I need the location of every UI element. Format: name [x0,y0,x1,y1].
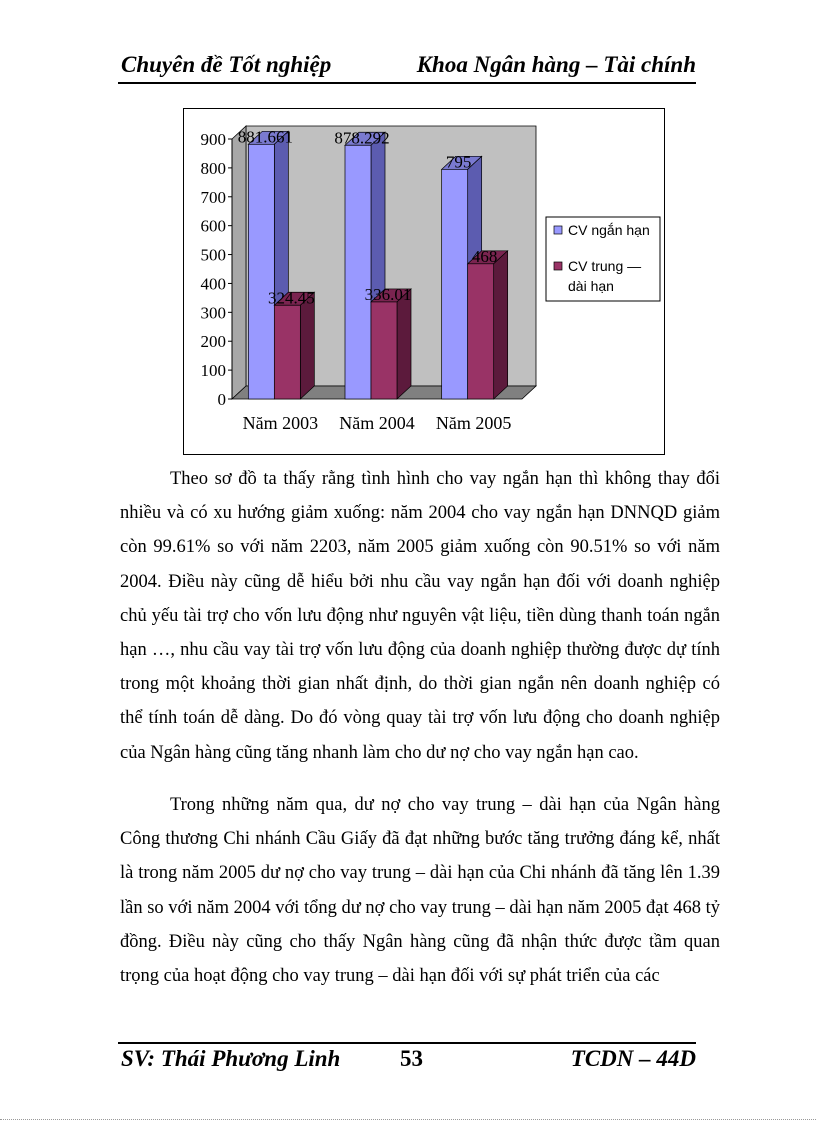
x-tick-label: Năm 2004 [339,413,415,433]
data-label: 336.01 [364,284,412,304]
y-tick-label: 900 [200,130,226,149]
y-tick-label: 400 [200,274,226,294]
paragraph-text: Trong những năm qua, dư nợ cho vay trung – dài hạn của Ngân hàng Công thương Chi nhánh Cầu Giấy đã đạt những bước tăng trưởng đáng kể, nhất là trong năm 2005 dư nợ cho vay trung – dài hạn của Chi nhánh đã tăng lên 1.39 lần so với năm 2004 với tổng dư nợ cho vay trung – dài hạn năm 2005 đạt 468 tỷ đồng. Điều này cũng cho thấy Ngân hàng cũng đã nhận thức được tầm quan trọng của hoạt động cho vay trung – dài hạn đối với sự phát triển của các [120,795,720,987]
footer-class-code: TCDN – 44D [570,1046,696,1071]
legend-label: CV ngắn hạn [568,222,650,238]
bar [468,264,494,399]
footer-rule [118,1042,696,1044]
page-header [118,50,696,84]
data-label: 878.292 [334,128,390,148]
bar-side [494,251,508,399]
loan-bar-chart [184,109,664,454]
paragraph-text: Theo sơ đồ ta thấy rằng tình hình cho vay ngắn hạn thì không thay đổi nhiều và có xu hướng giảm xuống: năm 2004 cho vay ngắn hạn DNNQD giảm còn 99.61% so với năm 2203, năm 2005 giảm xuống còn 90.51% so với năm 2004. Điều này cũng dễ hiểu bởi nhu cầu vay ngắn hạn đối với doanh nghiệp chủ yếu tài trợ cho vốn lưu động như nguyên vật liệu, tiền dùng thanh toán ngắn hạn …, nhu cầu vay tài trợ vốn lưu động của doanh nghiệp thường được dự tính trong một khoảng thời gian nhất định, do thời gian ngắn nên doanh nghiệp có thể tính toán dễ dàng. Do đó vòng quay tài trợ vốn lưu động cho doanh nghiệp của Ngân hàng cũng tăng nhanh làm cho dư nợ cho vay ngắn hạn cao. [120,469,720,763]
legend-swatch [554,262,562,270]
y-tick-label: 300 [200,303,226,323]
chart-side-wall [232,126,246,399]
header-rule [118,82,696,84]
legend-label: CV trung — [568,258,642,274]
data-label: 881.661 [237,127,293,147]
paragraph-medium-long-term-loans [120,788,720,993]
y-tick-label: 200 [200,332,226,352]
bar [274,305,300,399]
bar [248,144,274,399]
bar [345,145,371,399]
y-tick-label: 100 [200,361,226,381]
data-label: 468 [471,246,498,266]
data-label: 795 [445,152,472,172]
header-faculty: Khoa Ngân hàng – Tài chính [416,52,696,77]
y-tick-label: 0 [217,390,226,409]
page-footer [118,1046,696,1080]
y-tick-label: 500 [200,245,226,265]
bar-side [300,292,314,399]
footer-student-name: SV: Thái Phương Linh [121,1046,341,1071]
page-bottom-edge [0,1119,816,1120]
y-tick-label: 800 [200,158,226,178]
header-thesis-title: Chuyên đề Tốt nghiệp [121,52,332,77]
x-tick-label: Năm 2005 [435,413,512,433]
paragraph-short-term-loans [120,462,720,770]
loan-chart-frame [183,108,665,455]
y-tick-label: 600 [200,216,226,236]
footer-page-number: 53 [400,1046,423,1071]
y-tick-label: 700 [200,187,226,207]
bar [442,169,468,399]
data-label: 324.45 [267,288,315,308]
legend-swatch [554,226,562,234]
bar-side [397,289,411,399]
legend-label: dài hạn [568,278,614,294]
bar [371,302,397,399]
x-tick-label: Năm 2003 [242,413,319,433]
